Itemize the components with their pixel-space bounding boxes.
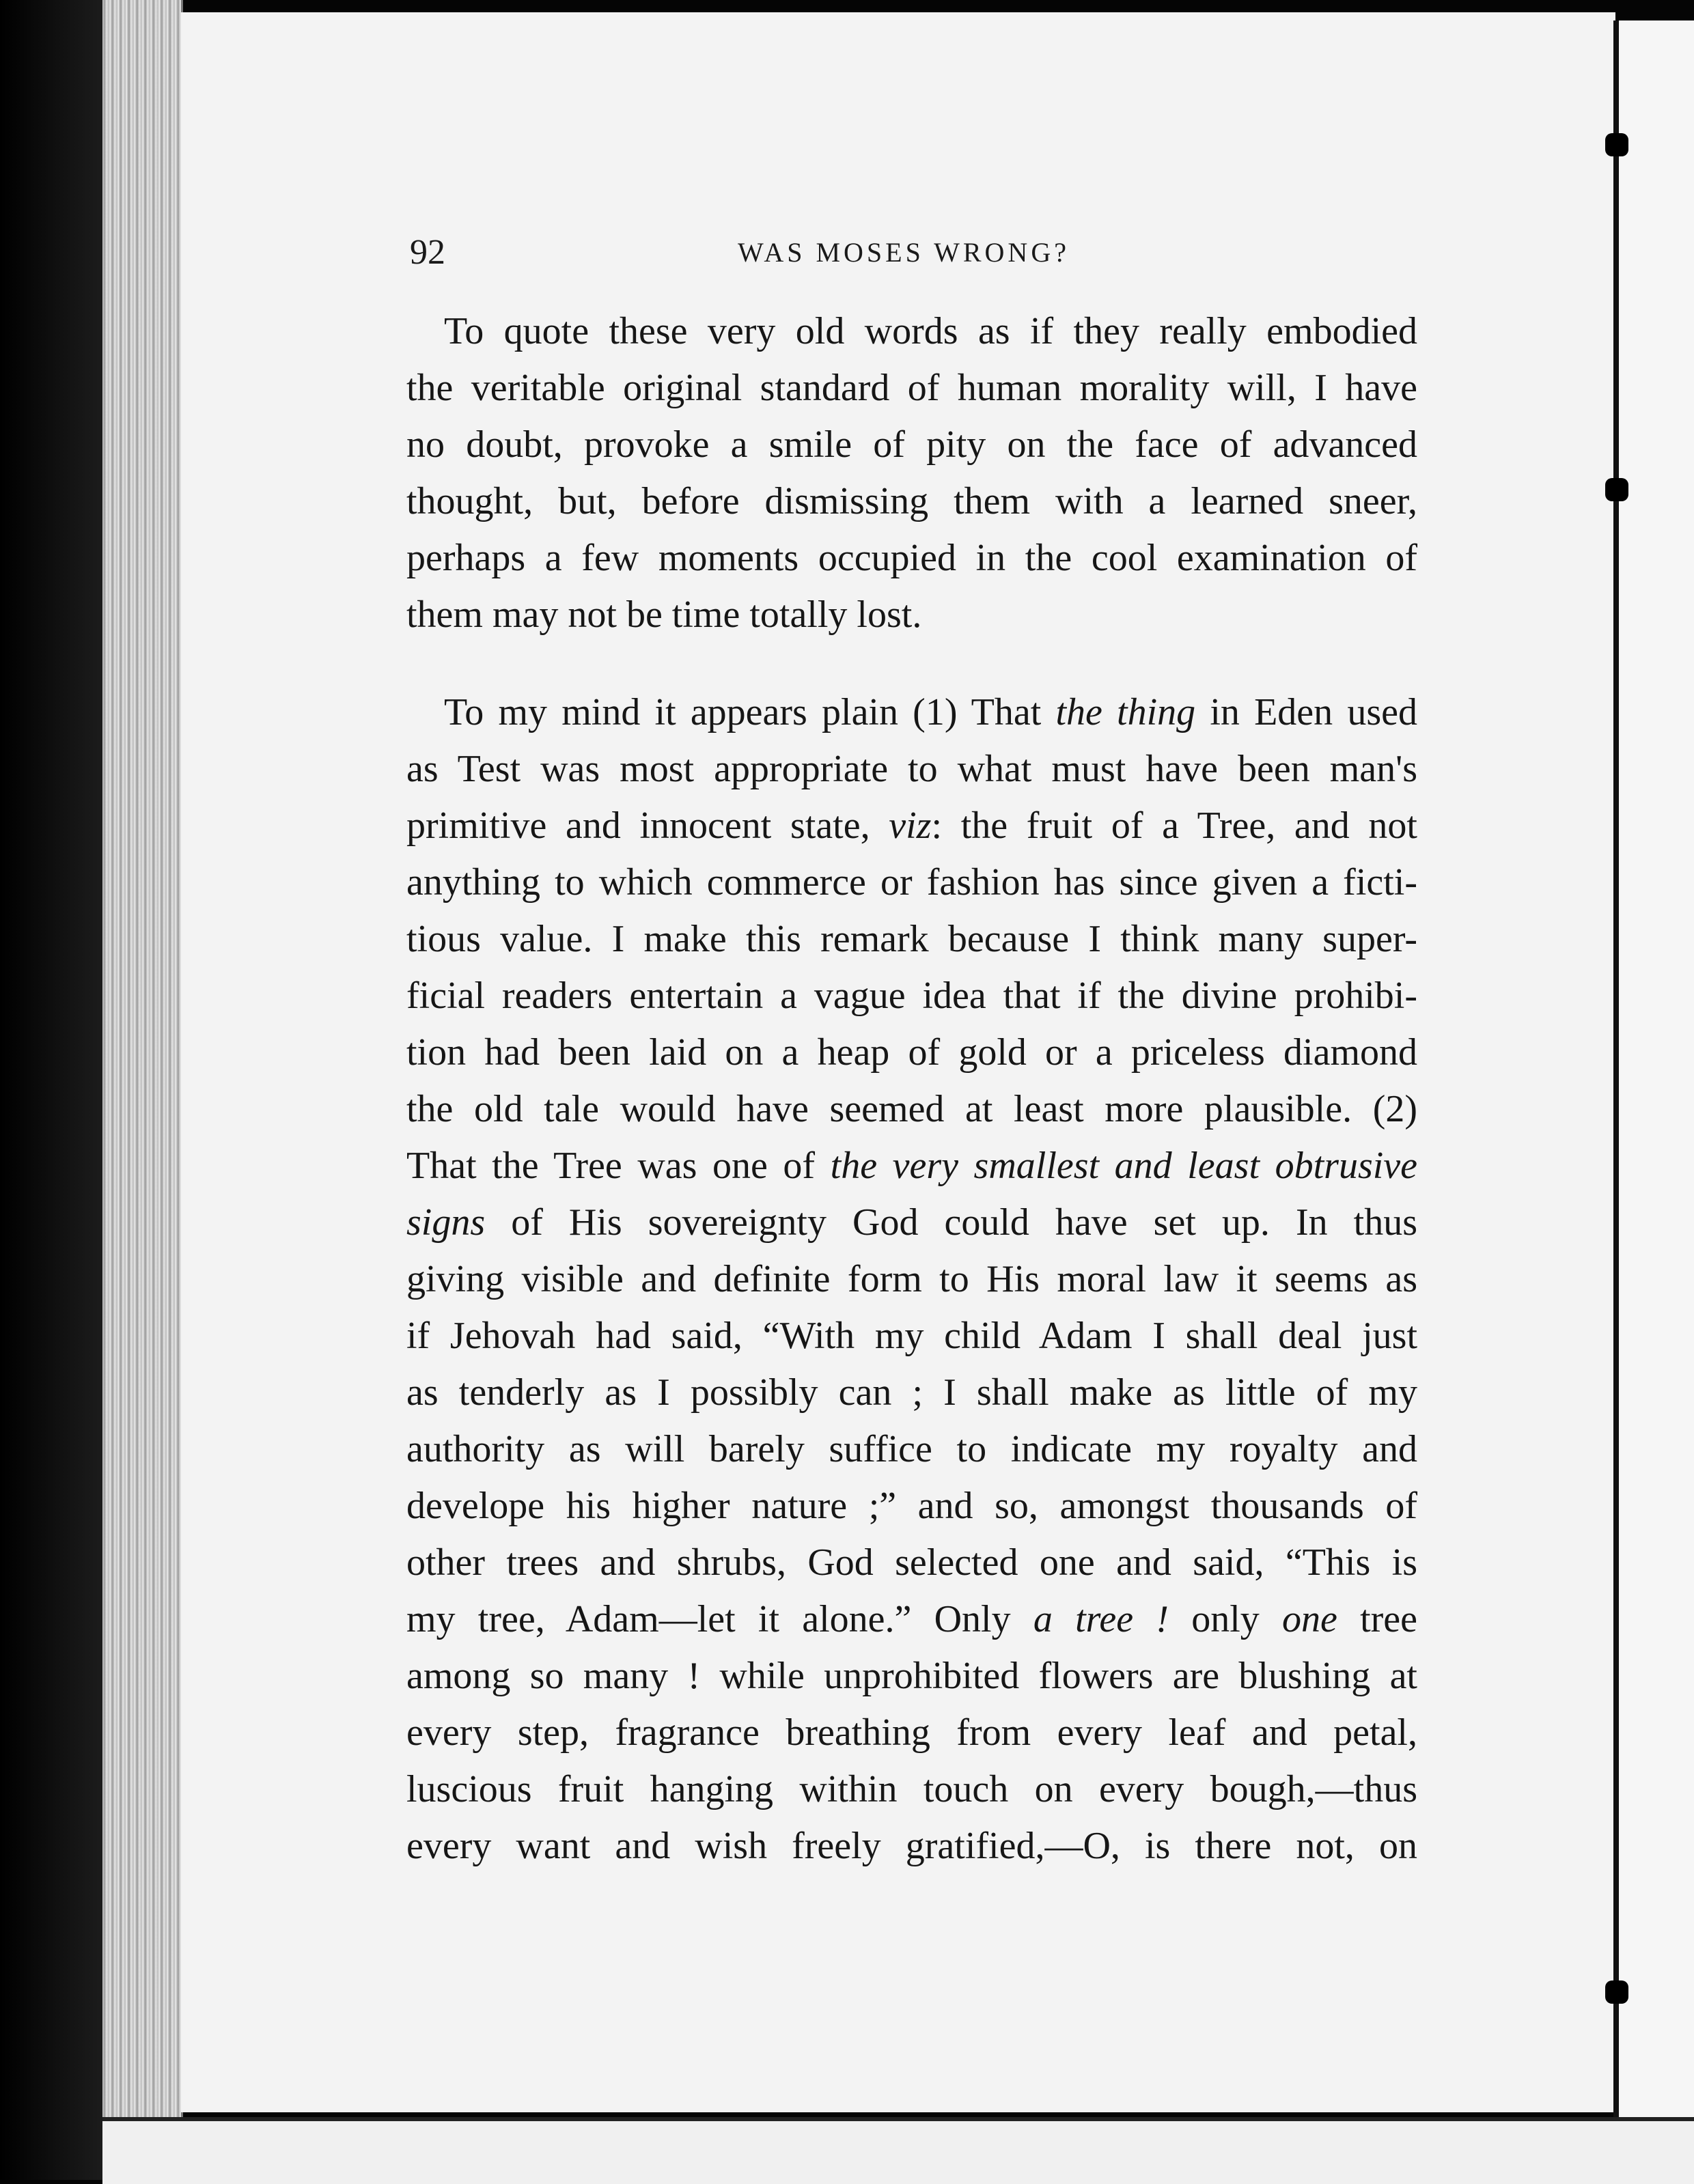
text-line: To my mind it appears plain (1) That the thing in Eden used [444,691,1417,733]
text-line: if Jehovah had said, “With my child Adam I shall deal just [406,1315,1417,1357]
text-line: giving visible and definite form to His moral law it seems as [406,1258,1417,1300]
text-line: as tenderly as I possibly can ; I shall make as little of my [406,1371,1417,1414]
text-line: other trees and shrubs, God selected one and said, “This is [406,1541,1417,1584]
running-head: WAS MOSES WRONG? [738,237,1070,268]
text-line: luscious fruit hanging within touch on every bough,—thus [406,1768,1417,1810]
page-bottom-edge [102,2117,1694,2184]
text-line: thought, but, before dismissing them with a learned sneer, [406,480,1417,522]
text-line: the veritable original standard of human morality will, I have [406,367,1417,409]
text-line: my tree, Adam—let it alone.” Only a tree ! only one tree [406,1598,1418,1640]
text-line: That the Tree was one of the very smallest and least obtrusive [406,1145,1418,1187]
text-line: every want and wish freely gratified,—O, is there not, on [406,1825,1417,1867]
binding-clip [1605,133,1628,156]
text-line: as Test was most appropriate to what must have been man's [406,748,1417,790]
facing-page-strip [1619,20,1694,2117]
text-line: every step, fragrance breathing from every leaf and petal, [406,1711,1417,1754]
text-line: tious value. I make this remark because I think many super- [406,918,1417,960]
book-binding-shadow [0,0,102,2180]
page-number: 92 [410,233,445,272]
gutter-line [1613,20,1619,2117]
text-line: signs of His sovereignty God could have set up. In thus [406,1201,1417,1244]
text-line: ficial readers entertain a vague idea that if the divine prohibi- [406,975,1417,1017]
text-line: the old tale would have seemed at least more plausible. (2) [406,1088,1417,1130]
text-line: primitive and innocent state, viz: the fruit of a Tree, and not [406,804,1417,847]
text-line: To quote these very old words as if they really embodied [444,310,1417,352]
text-line: develope his higher nature ;” and so, amongst thousands of [406,1485,1417,1527]
text-line: anything to which commerce or fashion has since given a ficti- [406,861,1417,904]
text-line: them may not be time totally lost. [406,593,922,636]
binding-clip [1605,1980,1628,2004]
text-line: among so many ! while unprohibited flowers are blushing at [406,1655,1417,1697]
text-line: perhaps a few moments occupied in the cool examination of [406,537,1417,579]
binding-clip [1605,478,1628,501]
page-edges [102,0,183,2138]
text-line: authority as will barely suffice to indicate my royalty and [406,1428,1417,1470]
text-line: tion had been laid on a heap of gold or a priceless diamond [406,1031,1417,1074]
text-line: no doubt, provoke a smile of pity on the face of advanced [406,423,1417,466]
